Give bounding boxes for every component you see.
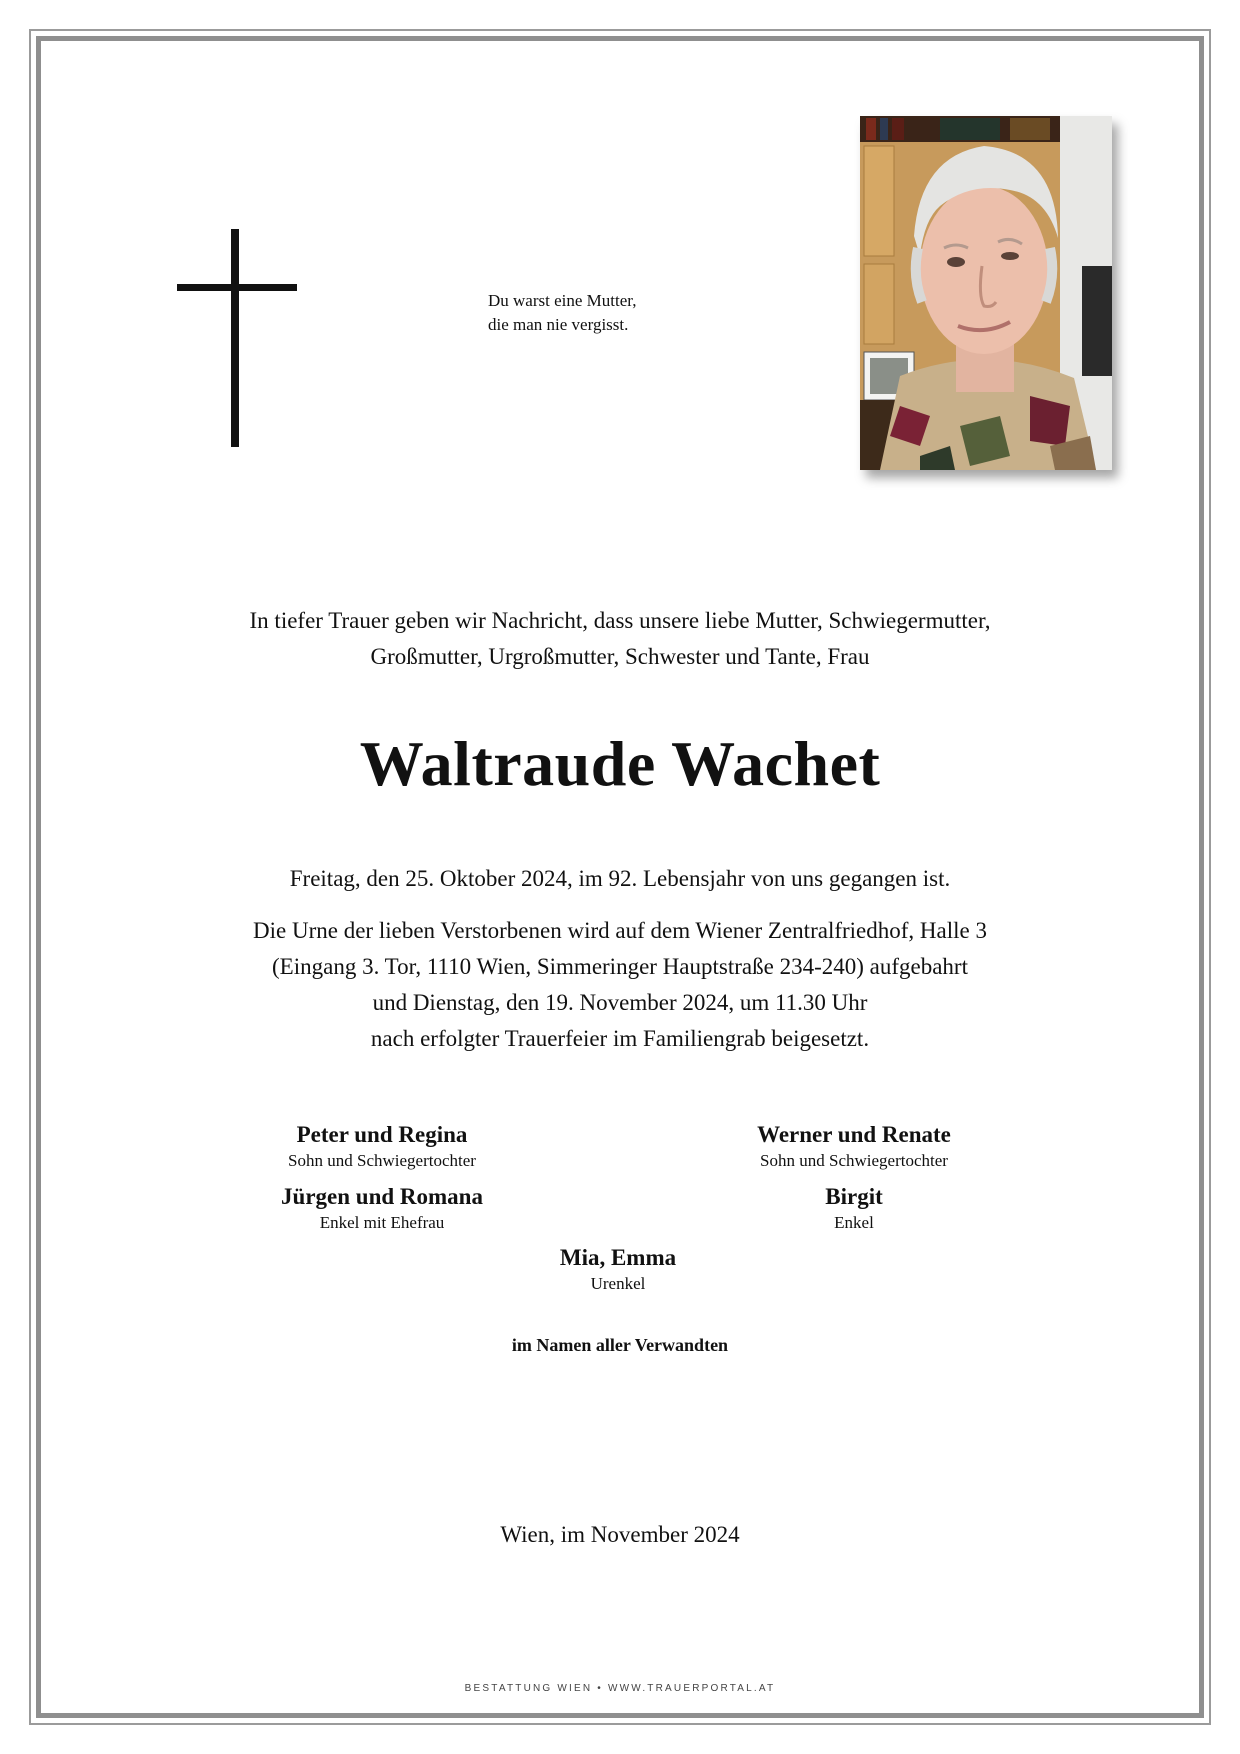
mourner-relation: Sohn und Schwiegertochter: [288, 1151, 476, 1170]
funeral-line: Die Urne der lieben Verstorbenen wird auf dem Wiener Zentralfriedhof, Halle 3: [253, 918, 987, 943]
mourner-name: Mia, Emma: [559, 1245, 677, 1270]
passing-text: Freitag, den 25. Oktober 2024, im 92. Lebensjahr von uns gegangen ist.: [289, 866, 951, 891]
portrait-photo: [860, 116, 1112, 470]
mourner-name: Birgit: [825, 1184, 883, 1209]
mourner-entry: [634, 1120, 1074, 1172]
intro-line: Großmutter, Urgroßmutter, Schwester und Tante, Frau: [370, 644, 870, 669]
place-date: Wien, im November 2024: [500, 1522, 740, 1547]
epigraph-line: die man nie vergisst.: [488, 315, 629, 334]
mourner-relation: Urenkel: [590, 1274, 646, 1293]
mourner-name: Werner und Renate: [757, 1122, 951, 1147]
funeral-line: (Eingang 3. Tor, 1110 Wien, Simmeringer Hauptstraße 234-240) aufgebahrt: [272, 954, 968, 979]
mourner-entry: [634, 1182, 1074, 1234]
mourner-relation: Enkel: [834, 1213, 874, 1232]
deceased-name: Waltraude Wachet: [359, 728, 881, 799]
mourner-entry: [162, 1182, 602, 1234]
epigraph-line: Du warst eine Mutter,: [488, 291, 637, 310]
footer-credit: BESTATTUNG WIEN • WWW.TRAUERPORTAL.AT: [464, 1683, 776, 1694]
funeral-line: und Dienstag, den 19. November 2024, um 11.30 Uhr: [372, 990, 868, 1015]
intro-text: [0, 603, 1240, 675]
mourner-relation: Enkel mit Ehefrau: [319, 1213, 445, 1232]
intro-line: In tiefer Trauer geben wir Nachricht, dass unsere liebe Mutter, Schwiegermutter,: [249, 608, 991, 633]
funeral-line: nach erfolgter Trauerfeier im Familiengrab beigesetzt.: [370, 1026, 870, 1051]
epigraph: [488, 289, 748, 337]
mourner-entry: [162, 1120, 602, 1172]
mourner-name: Peter und Regina: [296, 1122, 468, 1147]
mourner-relation: Sohn und Schwiegertochter: [760, 1151, 948, 1170]
family-note: im Namen aller Verwandten: [511, 1335, 729, 1355]
mourner-name: Jürgen und Romana: [281, 1184, 483, 1209]
mourner-entry: [398, 1243, 838, 1295]
cross-icon: [177, 229, 297, 447]
funeral-details: [0, 913, 1240, 1057]
